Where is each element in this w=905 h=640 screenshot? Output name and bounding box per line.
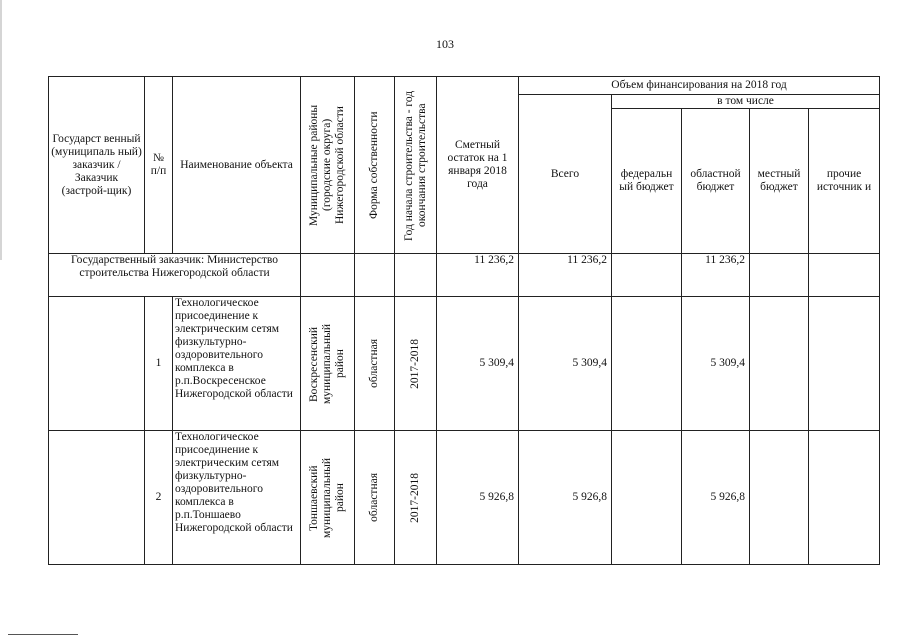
row-other (809, 297, 880, 431)
row-ownership (355, 431, 395, 565)
group-regional: 11 236,2 (682, 254, 750, 297)
row-object-name: Технологическое присоединение к электрическим сетям физкультурно-оздоровительного комплекса в р.п.Тоншаево Нижегородской области (173, 431, 301, 565)
group-customer: Государственный заказчик: Министерство строительства Нижегородской области (49, 254, 301, 297)
group-years (395, 254, 437, 297)
footer-rule (8, 634, 78, 635)
row-local (750, 431, 809, 565)
row-district (301, 431, 355, 565)
funding-table (48, 76, 880, 565)
row-no: 2 (145, 431, 173, 565)
group-estimate: 11 236,2 (437, 254, 519, 297)
table-row (49, 431, 880, 565)
row-estimate: 5 309,4 (437, 297, 519, 431)
header-years (395, 77, 437, 254)
row-regional: 5 309,4 (682, 297, 750, 431)
header-ownership (355, 77, 395, 254)
header-funding-title: Объем финансирования на 2018 год (519, 77, 880, 95)
row-regional: 5 926,8 (682, 431, 750, 565)
row-total: 5 926,8 (519, 431, 612, 565)
group-local (750, 254, 809, 297)
header-years-text: Год начала строительства - год окончания строительства (402, 89, 428, 241)
row-years (395, 297, 437, 431)
group-other (809, 254, 880, 297)
row-object-name: Технологическое присоединение к электрическим сетям физкультурно-оздоровительного комплекса в р.п.Воскресенское Нижегородской области (173, 297, 301, 431)
header-object-name: Наименование объекта (173, 77, 301, 254)
header-total: Всего (519, 95, 612, 254)
group-ownership (355, 254, 395, 297)
row-years-text: 2017-2018 (409, 338, 421, 389)
row-total: 5 309,4 (519, 297, 612, 431)
row-no: 1 (145, 297, 173, 431)
header-local: местный бюджет (750, 109, 809, 254)
group-row (49, 254, 880, 297)
header-no: № п/п (145, 77, 173, 254)
row-federal (612, 297, 682, 431)
row-other (809, 431, 880, 565)
row-ownership-text: областная (368, 473, 380, 522)
row-ownership-text: областная (368, 339, 380, 388)
header-other: прочие источник и (809, 109, 880, 254)
binder-edge-mark (0, 0, 2, 260)
header-regional: областной бюджет (682, 109, 750, 254)
row-ownership (355, 297, 395, 431)
group-federal (612, 254, 682, 297)
header-estimate: Сметный остаток на 1 января 2018 года (437, 77, 519, 254)
row-district-text: Тоншаевский муниципальный район (308, 457, 346, 538)
header-districts-text: Муниципальные районы (городские округа) Нижегородской области (308, 104, 346, 226)
header-customer: Государст венный (муниципаль ный) заказчик / Заказчик (застрой-щик) (49, 77, 145, 254)
row-district-text: Воскресенский муниципальный район (308, 323, 346, 404)
header-ownership-text: Форма собственности (368, 111, 380, 219)
row-years-text: 2017-2018 (409, 472, 421, 523)
row-customer (49, 297, 145, 431)
group-district (301, 254, 355, 297)
row-estimate: 5 926,8 (437, 431, 519, 565)
group-total: 11 236,2 (519, 254, 612, 297)
row-federal (612, 431, 682, 565)
row-years (395, 431, 437, 565)
header-districts (301, 77, 355, 254)
page-number: 103 (436, 37, 454, 51)
header-including: в том числе (612, 95, 880, 109)
row-local (750, 297, 809, 431)
row-customer (49, 431, 145, 565)
table-row (49, 297, 880, 431)
header-federal: федеральн ый бюджет (612, 109, 682, 254)
row-district (301, 297, 355, 431)
